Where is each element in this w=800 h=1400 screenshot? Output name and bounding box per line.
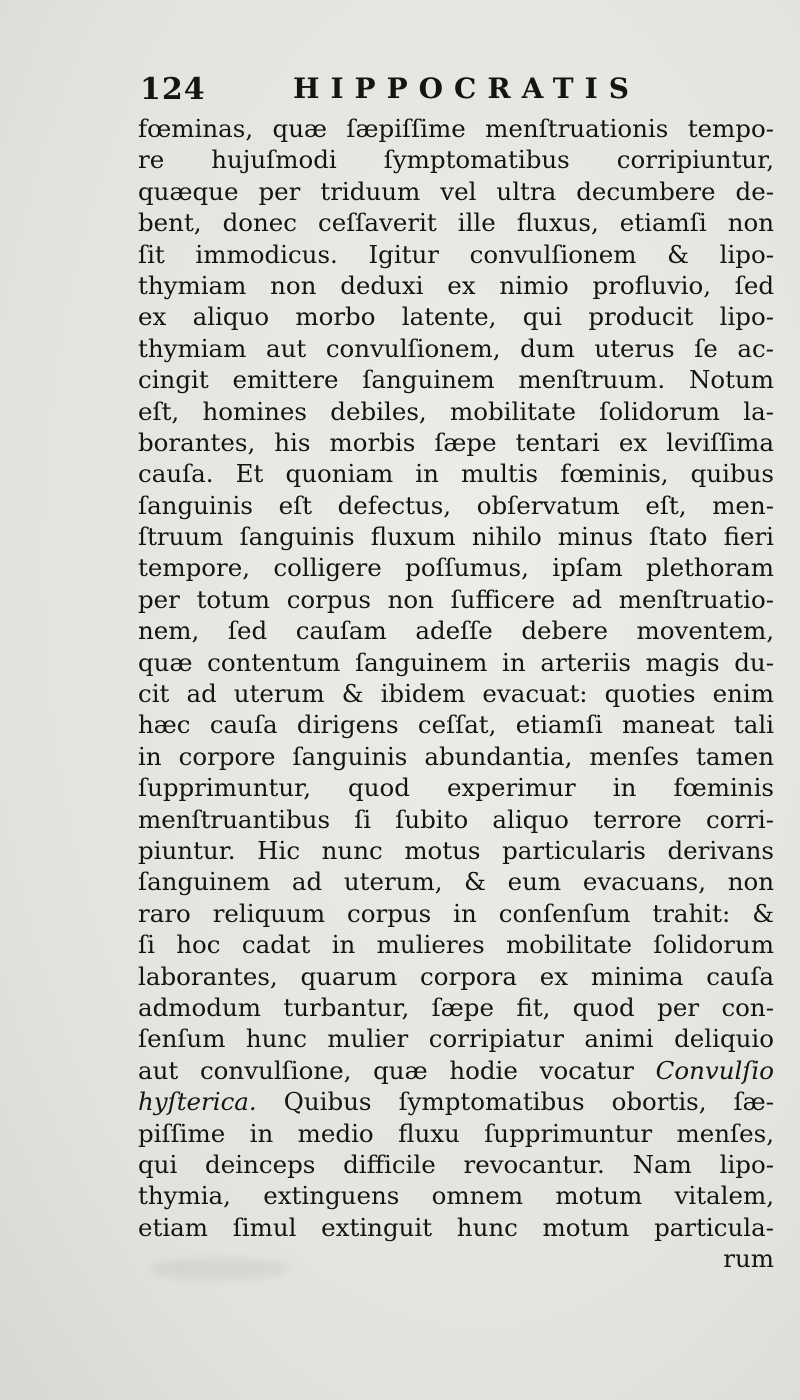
running-head-title: HIPPOCRATIS: [293, 72, 640, 105]
text-line: ex aliquo morbo latente, qui producit lipo-: [138, 302, 774, 332]
catchword: rum: [723, 1244, 774, 1274]
text-line: menſtruantibus ſi ſubito aliquo terrore corri-: [138, 804, 774, 834]
text-line: re hujuſmodi ſymptomatibus corripiuntur,: [138, 145, 774, 175]
text-line: cauſa. Et quoniam in multis fœminis, quibus: [138, 459, 774, 489]
text-line: piuntur. Hic nunc motus particularis derivans: [138, 835, 774, 865]
body-text: [138, 113, 774, 1274]
text-line-with-italic: [138, 1086, 774, 1117]
text-line: thymia, extinguens omnem motum vitalem,: [138, 1181, 774, 1211]
text-line: ſanguinis eſt defectus, obſervatum eſt, men-: [138, 490, 774, 520]
text-line: in corpore ſanguinis abundantia, menſes tamen: [138, 741, 774, 771]
text-line: qui deinceps difficile revocantur. Nam lipo-: [138, 1149, 774, 1179]
text-line: ſit immodicus. Igitur convulſionem & lipo-: [138, 239, 774, 269]
text-line: hæc cauſa dirigens ceſſat, etiamſi maneat tali: [138, 710, 774, 740]
text-line: bent, donec ceſſaverit ille fluxus, etiamſi non: [138, 208, 774, 238]
text-line: quæ contentum ſanguinem in arteriis magis du-: [138, 647, 774, 677]
text-line: ſanguinem ad uterum, & eum evacuans, non: [138, 867, 774, 897]
text-line: borantes, his morbis ſæpe tentari ex leviſſima: [138, 427, 774, 457]
text-line: ſtruum ſanguinis fluxum nihilo minus ſtato fieri: [138, 522, 774, 552]
text-line: fœminas, quæ ſæpiſſime menſtruationis tempo-: [138, 114, 774, 143]
paper-smudge: [150, 1258, 290, 1280]
text-segment: aut convulſione, quæ hodie vocatur: [138, 1055, 634, 1085]
text-line: cit ad uterum & ibidem evacuat: quoties enim: [138, 679, 774, 709]
text-line: ſupprimuntur, quod experimur in fœminis: [138, 773, 774, 803]
text-line: thymiam aut convulſionem, dum uterus ſe ac-: [138, 333, 774, 363]
text-line: thymiam non deduxi ex nimio profluvio, ſed: [138, 270, 774, 300]
italic-term: hyſterica.: [138, 1087, 257, 1117]
text-line: eſt, homines debiles, mobilitate ſolidorum la-: [138, 396, 774, 426]
text-line: tempore, colligere poſſumus, ipſam plethoram: [138, 553, 774, 583]
text-line-with-italic: [138, 1055, 774, 1086]
text-line: admodum turbantur, ſæpe fit, quod per con-: [138, 992, 774, 1022]
text-segment: Quibus ſymptomatibus obortis, ſæ-: [256, 1087, 774, 1117]
text-line: per totum corpus non ſufficere ad menſtruatio-: [138, 584, 774, 614]
text-line: raro reliquum corpus in conſenſum trahit: &: [138, 898, 774, 928]
page-number: 124: [140, 72, 206, 107]
italic-term: Convulſio: [655, 1055, 774, 1085]
text-line: quæque per triduum vel ultra decumbere de-: [138, 176, 774, 206]
text-line: piſſime in medio fluxu ſupprimuntur menſes,: [138, 1118, 774, 1148]
text-line: etiam ſimul extinguit hunc motum particula-: [138, 1212, 774, 1242]
text-line: cingit emittere ſanguinem menſtruum. Notum: [138, 365, 774, 395]
text-line: nem, ſed cauſam adeſſe debere moventem,: [138, 616, 774, 646]
running-head: [138, 70, 778, 110]
text-line: laborantes, quarum corpora ex minima cauſa: [138, 961, 774, 991]
text-line: ſenſum hunc mulier corripiatur animi deliquio: [138, 1024, 774, 1054]
text-line: ſi hoc cadat in mulieres mobilitate ſolidorum: [138, 930, 774, 960]
